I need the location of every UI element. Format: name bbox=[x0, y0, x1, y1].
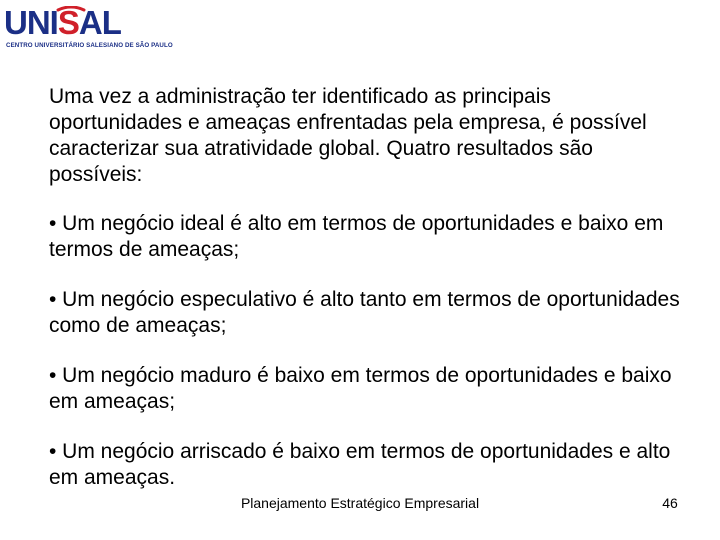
footer-title: Planejamento Estratégico Empresarial bbox=[240, 495, 480, 511]
bullet-item: • Um negócio especulativo é alto tanto em termos de oportunidades como de ameaças; bbox=[49, 288, 680, 337]
logo-wordmark-al: AL bbox=[78, 4, 121, 41]
bullet-item: • Um negócio arriscado é baixo em termos de oportunidades e alto em ameaças. bbox=[49, 440, 671, 489]
logo-wordmark-uni: UNI bbox=[4, 4, 58, 41]
slide-body bbox=[49, 84, 689, 515]
logo-wordmark-s: S bbox=[57, 4, 79, 41]
unisal-logo bbox=[4, 4, 173, 56]
page-number: 46 bbox=[662, 495, 678, 511]
intro-paragraph: Uma vez a administração ter identificado as principais oportunidades e ameaças enfrentadas pela empresa, é possível caracterizar sua atratividade global. Quatro resultados são possíveis: bbox=[49, 85, 647, 186]
bullet-item: • Um negócio maduro é baixo em termos de oportunidades e baixo em ameaças; bbox=[49, 364, 672, 413]
logo-tagline: CENTRO UNIVERSITÁRIO SALESIANO DE SÃO PAULO bbox=[6, 42, 173, 49]
logo-swoosh-icon bbox=[4, 6, 124, 42]
bullet-item: • Um negócio ideal é alto em termos de oportunidades e baixo em termos de ameaças; bbox=[49, 212, 664, 261]
